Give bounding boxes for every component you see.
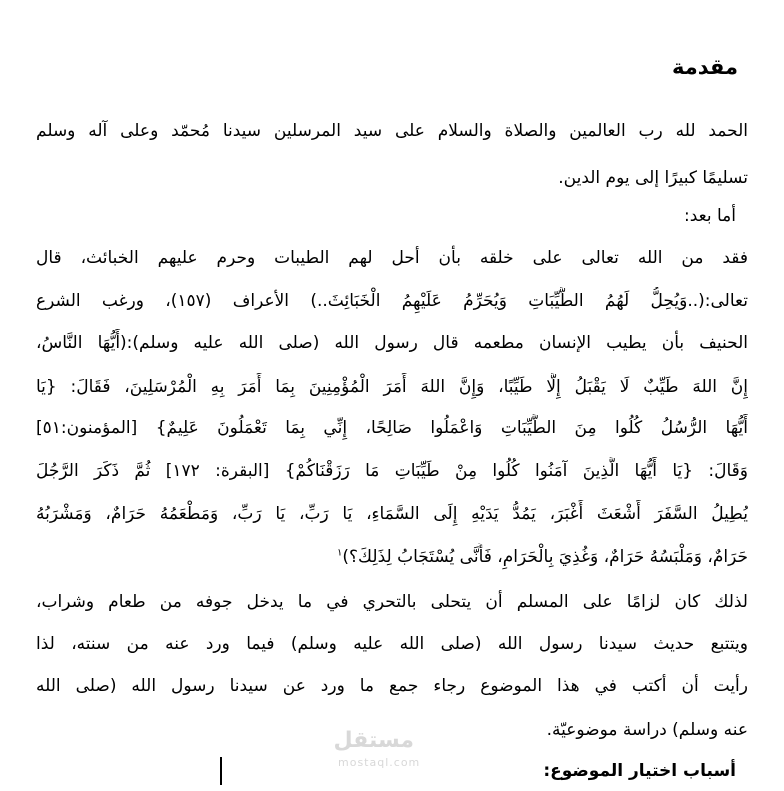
paragraph-line-2: تسليمًا كبيرًا إلى يوم الدين. <box>558 168 748 188</box>
paragraph-line-7: أَيُّهَا الرُّسُلُ كُلُوا مِنَ الطَّيِّبَاتِ وَاعْمَلُوا صَالِحًا، إِنِّي بِمَا تَعْمَلُونَ عَلِيمٌ} [المؤمنون:٥١] <box>36 418 748 438</box>
section-heading: أسباب اختيار الموضوع: <box>543 761 736 781</box>
hadith-ending: حَرَامٌ، وَمَلْبَسُهُ حَرَامٌ، وَغُذِيَ بِالْحَرَامِ، فَأَنَّى يُسْتَجَابُ لِذَلِكَ؟) <box>342 547 748 567</box>
heading-divider <box>220 757 222 785</box>
paragraph-line-1: الحمد لله رب العالمين والصلاة والسلام على سيد المرسلين سيدنا مُحمّد وعلى آله وسلم <box>36 121 748 141</box>
paragraph-line-6: إِنَّ اللهَ طَيِّبٌ لَا يَقْبَلُ إِلَّا طَيِّبًا، وَإِنَّ اللهَ أَمَرَ الْمُؤْمِنِينَ بِمَا أَمَرَ بِهِ الْمُرْسَلِينَ، فَقَالَ: {يَا <box>36 377 748 397</box>
watermark-word: مستقل <box>333 728 414 753</box>
paragraph-line-9: يُطِيلُ السَّفَرَ أَشْعَثَ أَغْبَرَ، يَمُدُّ يَدَيْهِ إِلَى السَّمَاءِ، يَا رَبِّ، يَا رَبِّ، وَمَطْعَمُهُ حَرَامٌ، وَمَشْرَبُهُ <box>36 504 748 524</box>
paragraph-line-14: عنه وسلم) دراسة موضوعيّة. <box>546 720 748 740</box>
paragraph-line-13: رأيت أن أكتب في هذا الموضوع رجاء جمع ما ورد عن سيدنا رسول الله (صلى الله <box>36 676 748 696</box>
paragraph-line-3: فقد من الله تعالى على خلقه بأن أحل لهم الطيبات وحرم عليهم الخبائث، قال <box>36 248 748 268</box>
paragraph-line-5: الحنيف بأن يطيب الإنسان مطعمه قال رسول الله (صلى الله عليه وسلم):(أَيُّهَا النَّاسُ، <box>36 333 748 353</box>
greeting-line: أما بعد: <box>684 206 736 226</box>
paragraph-line-10 <box>36 543 748 571</box>
page-title: مقدمة <box>672 55 738 79</box>
paragraph-line-11: لذلك كان لزامًا على المسلم أن يتحلى بالتحري في ما يدخل جوفه من طعام وشراب، <box>36 592 748 612</box>
footnote-marker: ١ <box>337 547 343 559</box>
watermark-url: mostaql.com <box>338 756 421 769</box>
paragraph-line-8: وَقَالَ: {يَا أَيُّهَا الَّذِينَ آمَنُوا كُلُوا مِنْ طَيِّبَاتِ مَا رَزَقْنَاكُمْ} [البقرة: ١٧٢] ثُمَّ ذَكَرَ الرَّجُلَ <box>36 461 748 481</box>
paragraph-line-12: ويتتبع حديث سيدنا رسول الله (صلى الله عليه وسلم) فيما ورد عنه من سنته، لذا <box>36 634 748 654</box>
paragraph-line-4: تعالى:(..وَيُحِلُّ لَهُمُ الطَّيِّبَاتِ وَيُحَرِّمُ عَلَيْهِمُ الْخَبَائِثَ..) الأعراف (١٥٧)، ورغب الشرع <box>36 291 748 311</box>
watermark-logo <box>333 726 421 782</box>
